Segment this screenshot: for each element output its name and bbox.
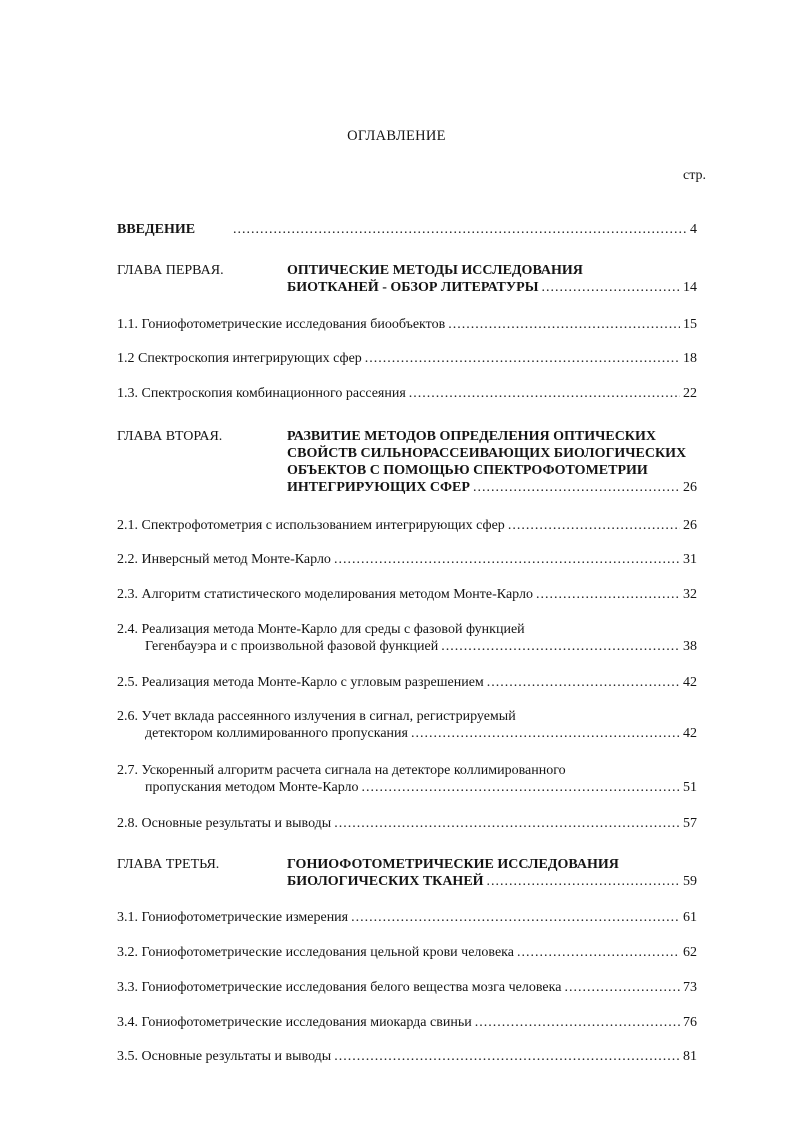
toc-entry-page: 81 xyxy=(683,1049,697,1064)
toc-entry-text: 2.4. Реализация метода Монте-Карло для среды с фазовой функцией xyxy=(117,622,525,637)
dot-leader xyxy=(334,551,680,568)
toc-entry-text: 2.5. Реализация метода Монте-Карло с угловым разрешением xyxy=(117,675,484,690)
toc-entry-3-5 xyxy=(117,1048,697,1065)
toc-entry-text-continued: пропускания методом Монте-Карло xyxy=(145,780,359,795)
toc-entry-text: 1.2 Спектроскопия интегрирующих сфер xyxy=(117,351,362,366)
toc-entry-text-continued: детектором коллимированного пропускания xyxy=(145,726,408,741)
toc-entry-text: 1.1. Гониофотометрические исследования биообъектов xyxy=(117,317,446,332)
dot-leader xyxy=(564,979,680,996)
intro-entry xyxy=(233,221,697,238)
chapter-2-title-line-1: РАЗВИТИЕ МЕТОДОВ ОПРЕДЕЛЕНИЯ ОПТИЧЕСКИХ xyxy=(287,429,656,444)
dot-leader xyxy=(334,815,680,832)
toc-entry-2-6 xyxy=(117,708,697,742)
chapter-1-title-line-2: БИОТКАНЕЙ - ОБЗОР ЛИТЕРАТУРЫ xyxy=(287,280,539,295)
dot-leader xyxy=(475,1014,680,1031)
toc-entry-page: 51 xyxy=(683,780,697,795)
toc-entry-page: 62 xyxy=(683,945,697,960)
dot-leader xyxy=(233,221,687,238)
toc-entry-2-8 xyxy=(117,815,697,832)
chapter-2-title-line-2: СВОЙСТВ СИЛЬНОРАССЕИВАЮЩИХ БИОЛОГИЧЕСКИХ xyxy=(287,446,687,461)
dot-leader xyxy=(334,1048,680,1065)
intro-label: ВВЕДЕНИЕ xyxy=(117,222,196,237)
page-column-label: стр. xyxy=(683,168,707,183)
dot-leader xyxy=(409,385,680,402)
dot-leader xyxy=(441,638,680,655)
toc-entry-text: 2.6. Учет вклада рассеянного излучения в сигнал, регистрируемый xyxy=(117,709,516,724)
toc-entry-text: 2.1. Спектрофотометрия с использованием интегрирующих сфер xyxy=(117,518,505,533)
dot-leader xyxy=(411,725,680,742)
toc-entry-3-3 xyxy=(117,979,697,996)
toc-entry-2-2 xyxy=(117,551,697,568)
toc-entry-3-2 xyxy=(117,944,697,961)
toc-entry-page: 32 xyxy=(683,587,697,602)
toc-entry-2-3 xyxy=(117,586,697,603)
toc-entry-2-7 xyxy=(117,762,697,796)
toc-entry-2-4 xyxy=(117,621,697,655)
toc-entry-page: 76 xyxy=(683,1015,697,1030)
dot-leader xyxy=(365,350,680,367)
toc-entry-text: 2.3. Алгоритм статистического моделирования методом Монте-Карло xyxy=(117,587,533,602)
chapter-3-page: 59 xyxy=(683,874,697,889)
toc-entry-page: 73 xyxy=(683,980,697,995)
intro-page: 4 xyxy=(690,222,697,237)
chapter-1-page: 14 xyxy=(683,280,697,295)
dot-leader xyxy=(448,316,680,333)
page-title: ОГЛАВЛЕНИЕ xyxy=(347,128,446,144)
dot-leader xyxy=(351,909,680,926)
chapter-2-label: ГЛАВА ВТОРАЯ. xyxy=(117,429,223,444)
dot-leader xyxy=(473,479,680,496)
chapter-3-label: ГЛАВА ТРЕТЬЯ. xyxy=(117,857,220,872)
chapter-2-title-line-3: ОБЪЕКТОВ С ПОМОЩЬЮ СПЕКТРОФОТОМЕТРИИ xyxy=(287,463,648,478)
toc-entry-page: 15 xyxy=(683,317,697,332)
chapter-3-title-line-2: БИОЛОГИЧЕСКИХ ТКАНЕЙ xyxy=(287,874,484,889)
toc-entry-text: 3.3. Гониофотометрические исследования белого вещества мозга человека xyxy=(117,980,562,995)
toc-entry-page: 26 xyxy=(683,518,697,533)
dot-leader xyxy=(487,674,680,691)
toc-entry-page: 22 xyxy=(683,386,697,401)
toc-entry-text: 3.1. Гониофотометрические измерения xyxy=(117,910,349,925)
toc-entry-page: 42 xyxy=(683,726,697,741)
toc-entry-text: 3.5. Основные результаты и выводы xyxy=(117,1049,332,1064)
toc-entry-3-4 xyxy=(117,1014,697,1031)
toc-entry-text: 2.2. Инверсный метод Монте-Карло xyxy=(117,552,331,567)
toc-entry-text: 3.2. Гониофотометрические исследования цельной крови человека xyxy=(117,945,514,960)
toc-entry-text: 1.3. Спектроскопия комбинационного рассеяния xyxy=(117,386,406,401)
toc-entry-page: 42 xyxy=(683,675,697,690)
dot-leader xyxy=(508,517,680,534)
chapter-2-title-line-4: ИНТЕГРИРУЮЩИХ СФЕР xyxy=(287,480,470,495)
toc-entry-1-3 xyxy=(117,385,697,402)
dot-leader xyxy=(541,279,680,296)
chapter-3-title-line-1: ГОНИОФОТОМЕТРИЧЕСКИЕ ИССЛЕДОВАНИЯ xyxy=(287,857,619,872)
dot-leader xyxy=(487,873,680,890)
toc-entry-1-2 xyxy=(117,350,697,367)
toc-entry-1-1 xyxy=(117,316,697,333)
toc-entry-page: 38 xyxy=(683,639,697,654)
dot-leader xyxy=(517,944,680,961)
toc-entry-text: 2.7. Ускоренный алгоритм расчета сигнала на детекторе коллимированного xyxy=(117,763,566,778)
toc-entry-page: 31 xyxy=(683,552,697,567)
chapter-2-page: 26 xyxy=(683,480,697,495)
chapter-1-title-line-1: ОПТИЧЕСКИЕ МЕТОДЫ ИССЛЕДОВАНИЯ xyxy=(287,263,583,278)
toc-entry-text: 2.8. Основные результаты и выводы xyxy=(117,816,332,831)
toc-entry-text-continued: Гегенбауэра и с произвольной фазовой функцией xyxy=(145,639,439,654)
toc-entry-3-1 xyxy=(117,909,697,926)
toc-entry-2-1 xyxy=(117,517,697,534)
toc-entry-2-5 xyxy=(117,674,697,691)
toc-entry-page: 57 xyxy=(683,816,697,831)
dot-leader xyxy=(362,779,681,796)
dot-leader xyxy=(536,586,680,603)
toc-entry-text: 3.4. Гониофотометрические исследования миокарда свиньи xyxy=(117,1015,472,1030)
toc-entry-page: 61 xyxy=(683,910,697,925)
toc-entry-page: 18 xyxy=(683,351,697,366)
chapter-1-label: ГЛАВА ПЕРВАЯ. xyxy=(117,263,224,278)
